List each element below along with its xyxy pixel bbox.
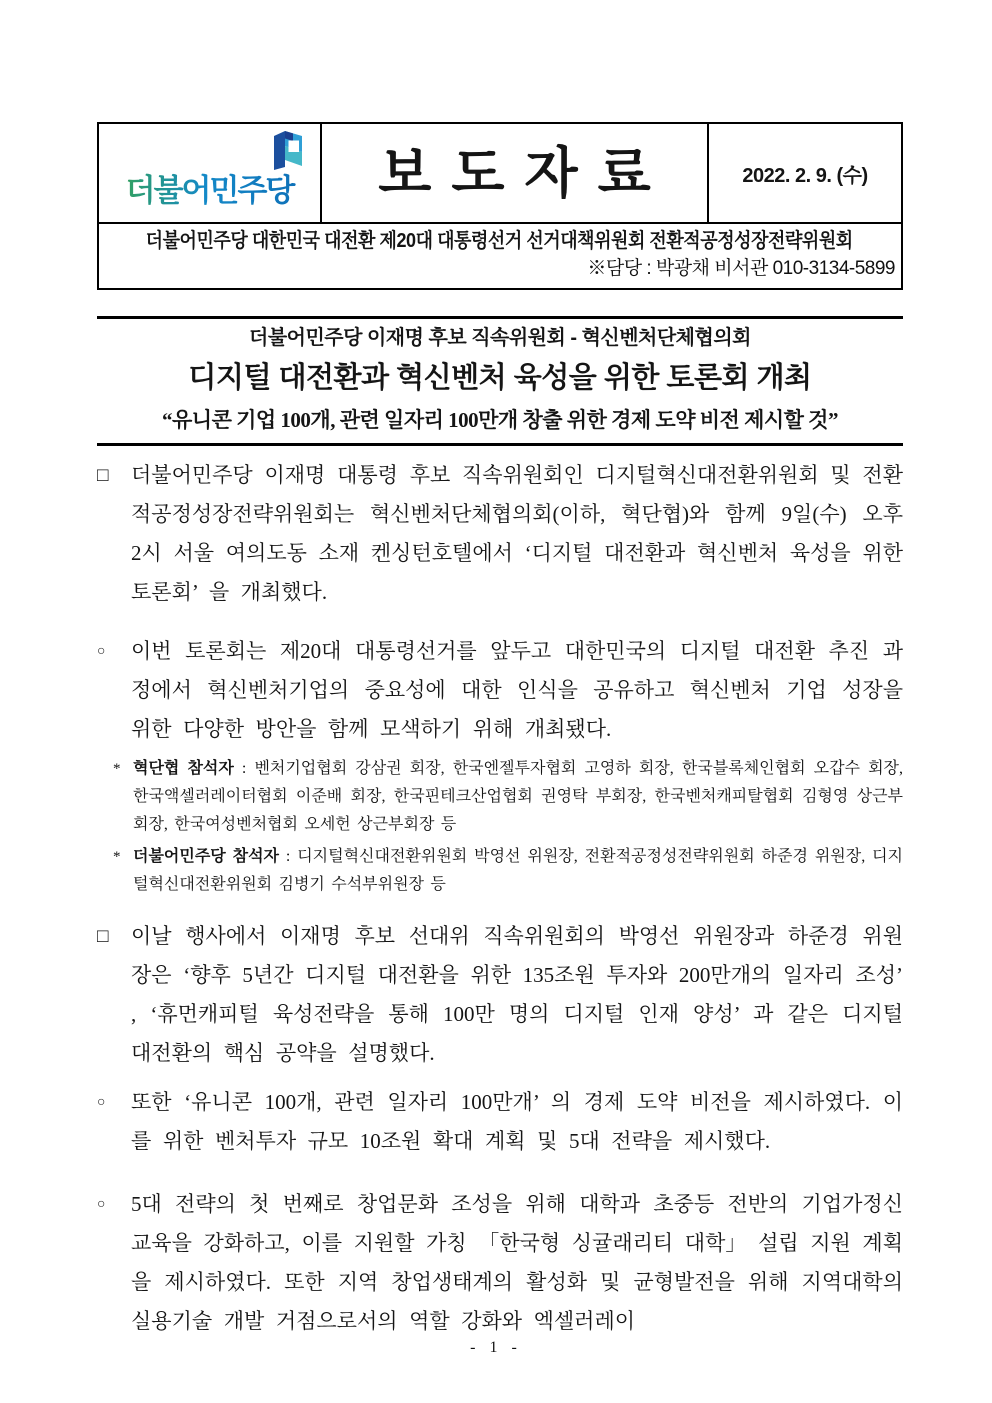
issue-date-cell bbox=[709, 124, 901, 222]
bullet-circle-icon: ○ bbox=[97, 1095, 106, 1110]
note-1-body: : 벤처기업협회 강삼권 회장, 한국엔젤투자협회 고영하 회장, 한국블록체인협회 오갑수 회장, 한국액셀러레이터협회 이준배 회장, 한국핀테크산업협회 권영탁 부회장, 한국벤처캐피탈협회 김형영 상근부회장, 한국여성벤처협회 오세헌 상근부회장 등 bbox=[133, 760, 903, 833]
page-number: - 1 - bbox=[470, 1339, 522, 1356]
note-2 bbox=[113, 843, 903, 899]
page-content bbox=[97, 122, 903, 1341]
party-name: 더불어민주당 bbox=[103, 165, 316, 210]
paragraph-4-text: 또한 ‘유니콘 100개, 관련 일자리 100만개’ 의 경제 도약 비전을 제시하였다. 이를 위한 벤처투자 규모 10조원 확대 계획 및 5대 전략을 제시했다. bbox=[131, 1090, 903, 1153]
masthead-top-row bbox=[99, 124, 901, 224]
party-logo bbox=[99, 124, 322, 222]
masthead-bottom-row bbox=[99, 224, 901, 288]
note-2-label: 더불어민주당 참석자 bbox=[133, 848, 279, 865]
paragraph-5 bbox=[97, 1185, 903, 1341]
bullet-circle-icon: ○ bbox=[97, 1197, 106, 1212]
issue-date: 2022. 2. 9. (수) bbox=[742, 164, 868, 187]
paragraph-3-text: 이날 행사에서 이재명 후보 선대위 직속위원회의 박영선 위원장과 하준경 위원장은 ‘향후 5년간 디지털 대전환을 위한 135조원 투자와 200만개의 일자리 조성’ , ‘휴먼캐피털 육성전략을 통해 100만 명의 디지털 인재 양성’ 과 같은 디지털 대전환의 핵심 공약을 설명했다. bbox=[131, 924, 903, 1065]
paragraph-5-text: 5대 전략의 첫 번째로 창업문화 조성을 위해 대학과 초중등 전반의 기업가정신 교육을 강화하고, 이를 지원할 가칭 「한국형 싱귤래리티 대학」 설립 지원 계획을 제시하였다. 또한 지역 창업생태계의 활성화 및 균형발전을 위해 지역대학의 실용기술 개발 거점으로서의 역할 강화와 엑셀러레이 bbox=[131, 1192, 903, 1333]
headline-block bbox=[97, 319, 903, 443]
note-1-label: 혁단협 참석자 bbox=[133, 760, 234, 777]
note-1 bbox=[113, 755, 903, 839]
committee-line: 더불어민주당 대한민국 대전환 제20대 대통령선거 선거대책위원회 전환적공정성장전략위원회 bbox=[145, 230, 853, 252]
paragraph-2 bbox=[97, 632, 903, 749]
paragraph-1-text: 더불어민주당 이재명 대통령 후보 직속위원회인 디지털혁신대전환위원회 및 전환적공정성장전략위원회는 혁신벤처단체협의회(이하, 혁단협)와 함께 9일(수) 오후 2시 서울 여의도동 소재 켄싱턴호텔에서 ‘디지털 대전환과 혁신벤처 육성을 위한 토론회’ 을 개최했다. bbox=[131, 463, 903, 604]
paragraph-2-text: 이번 토론회는 제20대 대통령선거를 앞두고 대한민국의 디지털 대전환 추진 과정에서 혁신벤처기업의 중요성에 대한 인식을 공유하고 혁신벤처 기업 성장을 위한 다양한 방안을 함께 모색하기 위해 개최됐다. bbox=[131, 639, 903, 741]
bullet-square-icon: □ bbox=[97, 465, 109, 486]
asterisk-marker: * bbox=[113, 761, 121, 777]
bullet-circle-icon: ○ bbox=[97, 644, 106, 659]
asterisk-marker: * bbox=[113, 849, 121, 865]
headline-kicker: 더불어민주당 이재명 후보 직속위원회 - 혁신벤처단체협의회 bbox=[249, 327, 751, 349]
document-type-title: 보도자료 bbox=[378, 141, 671, 204]
divider-bottom bbox=[97, 443, 903, 446]
article-body bbox=[97, 456, 903, 1341]
document-type-cell bbox=[322, 124, 709, 222]
paragraph-3 bbox=[97, 917, 903, 1073]
masthead bbox=[97, 122, 903, 290]
paragraph-4 bbox=[97, 1083, 903, 1161]
paragraph-1 bbox=[97, 456, 903, 612]
note-2-text bbox=[133, 843, 903, 899]
note-1-text bbox=[133, 755, 903, 839]
headline-subtitle: “유니콘 기업 100개, 관련 일자리 100만개 창출 위한 경제 도약 비전 제시할 것” bbox=[162, 408, 838, 432]
party-flag-icon bbox=[272, 130, 304, 170]
note-2-body: : 디지털혁신대전환위원회 박영선 위원장, 전환적공정성전략위원회 하준경 위원장, 디지털혁신대전환위원회 김병기 수석부위원장 등 bbox=[133, 848, 903, 893]
contact-line: ※담당 : 박광채 비서관 010-3134-5899 bbox=[587, 258, 895, 279]
bullet-square-icon: □ bbox=[97, 926, 109, 947]
headline-title: 디지털 대전환과 혁신벤처 육성을 위한 토론회 개최 bbox=[188, 362, 812, 394]
